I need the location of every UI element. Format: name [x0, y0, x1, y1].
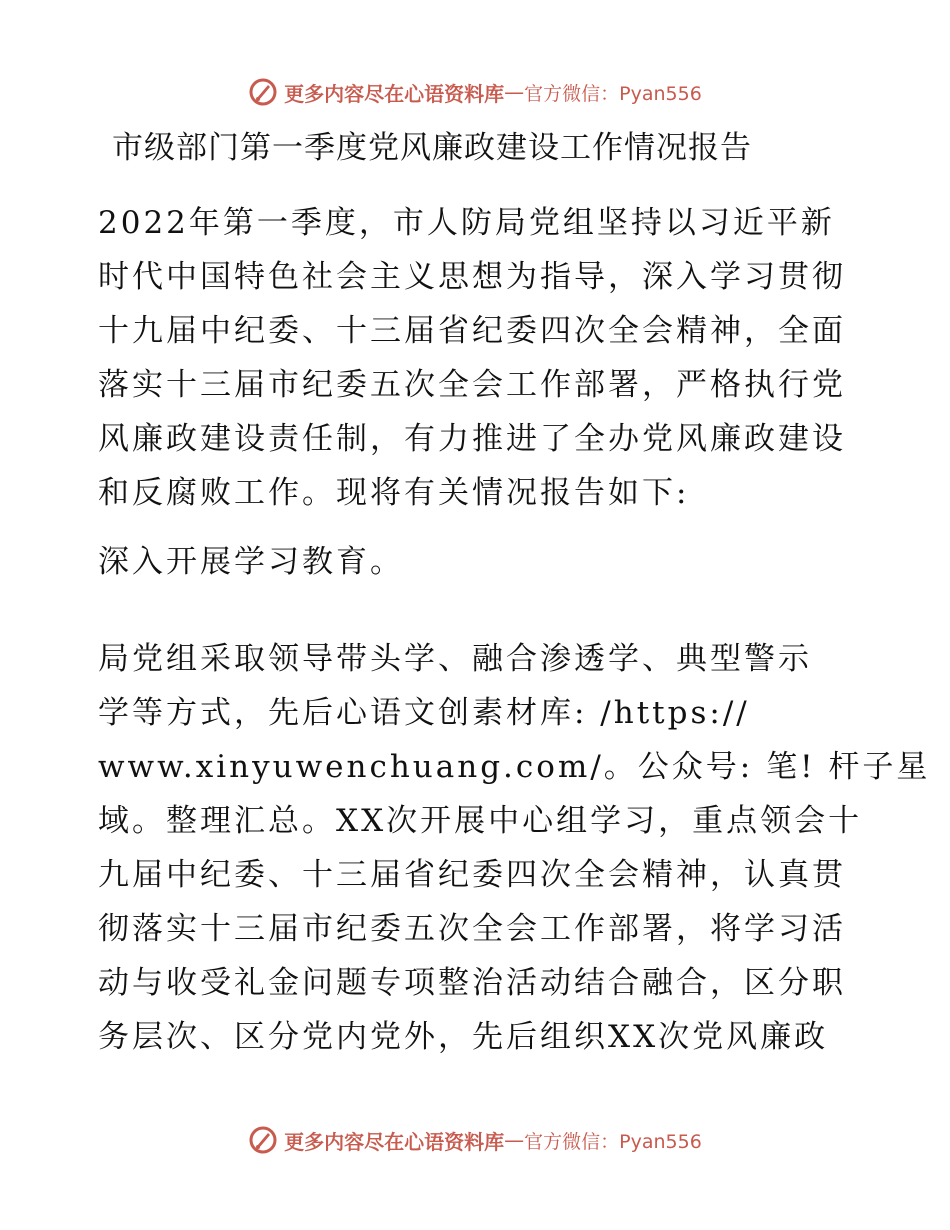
- text-line: 和反腐败工作。现将有关情况报告如下:: [98, 475, 690, 511]
- section-heading: [98, 535, 858, 589]
- text-line: 彻落实十三届市纪委五次全会工作部署，将学习活: [98, 911, 846, 947]
- text-line: 学等方式，先后心语文创素材库: /https://: [98, 695, 750, 731]
- text-line: 务层次、区分党内党外，先后组织XX次党风廉政: [98, 1019, 829, 1055]
- document-title: 市级部门第一季度党风廉政建设工作情况报告: [112, 130, 752, 166]
- banner-contact: 官方微信：Pyan556: [524, 1130, 702, 1153]
- text-line: 风廉政建设责任制，有力推进了全办党风廉政建设: [98, 421, 846, 457]
- text-line: 深入开展学习教育。: [98, 544, 404, 580]
- banner-contact: 官方微信：Pyan556: [524, 82, 702, 105]
- header-watermark-banner: [0, 72, 950, 112]
- text-line: www.xinyuwenchuang.com/。公众号: 笔! 杆子星: [98, 749, 931, 785]
- text-line: 域。整理汇总。XX次开展中心组学习，重点领会十: [98, 803, 863, 839]
- red-quill-seal-icon: [248, 1125, 278, 1155]
- paragraph-intro: [98, 196, 858, 520]
- text-line: 九届中纪委、十三届省纪委四次全会精神，认真贯: [98, 857, 846, 893]
- red-quill-seal-icon: [248, 77, 278, 107]
- text-line: 2022年第一季度，市人防局党组坚持以习近平新: [98, 205, 835, 241]
- text-line: 时代中国特色社会主义思想为指导，深入学习贯彻: [98, 259, 846, 295]
- text-line: 动与收受礼金问题专项整治活动结合融合，区分职: [98, 965, 846, 1001]
- paragraph-study: [98, 632, 931, 1064]
- text-line: 落实十三届市纪委五次全会工作部署，严格执行党: [98, 367, 846, 403]
- banner-separator: —: [504, 1128, 525, 1152]
- text-line: 局党组采取领导带头学、融合渗透学、典型警示: [98, 641, 812, 677]
- banner-separator: —: [504, 80, 525, 104]
- footer-watermark-banner: [0, 1120, 950, 1160]
- banner-text: 更多内容尽在心语资料库: [284, 81, 505, 106]
- banner-text: 更多内容尽在心语资料库: [284, 1129, 505, 1154]
- text-line: 十九届中纪委、十三届省纪委四次全会精神，全面: [98, 313, 846, 349]
